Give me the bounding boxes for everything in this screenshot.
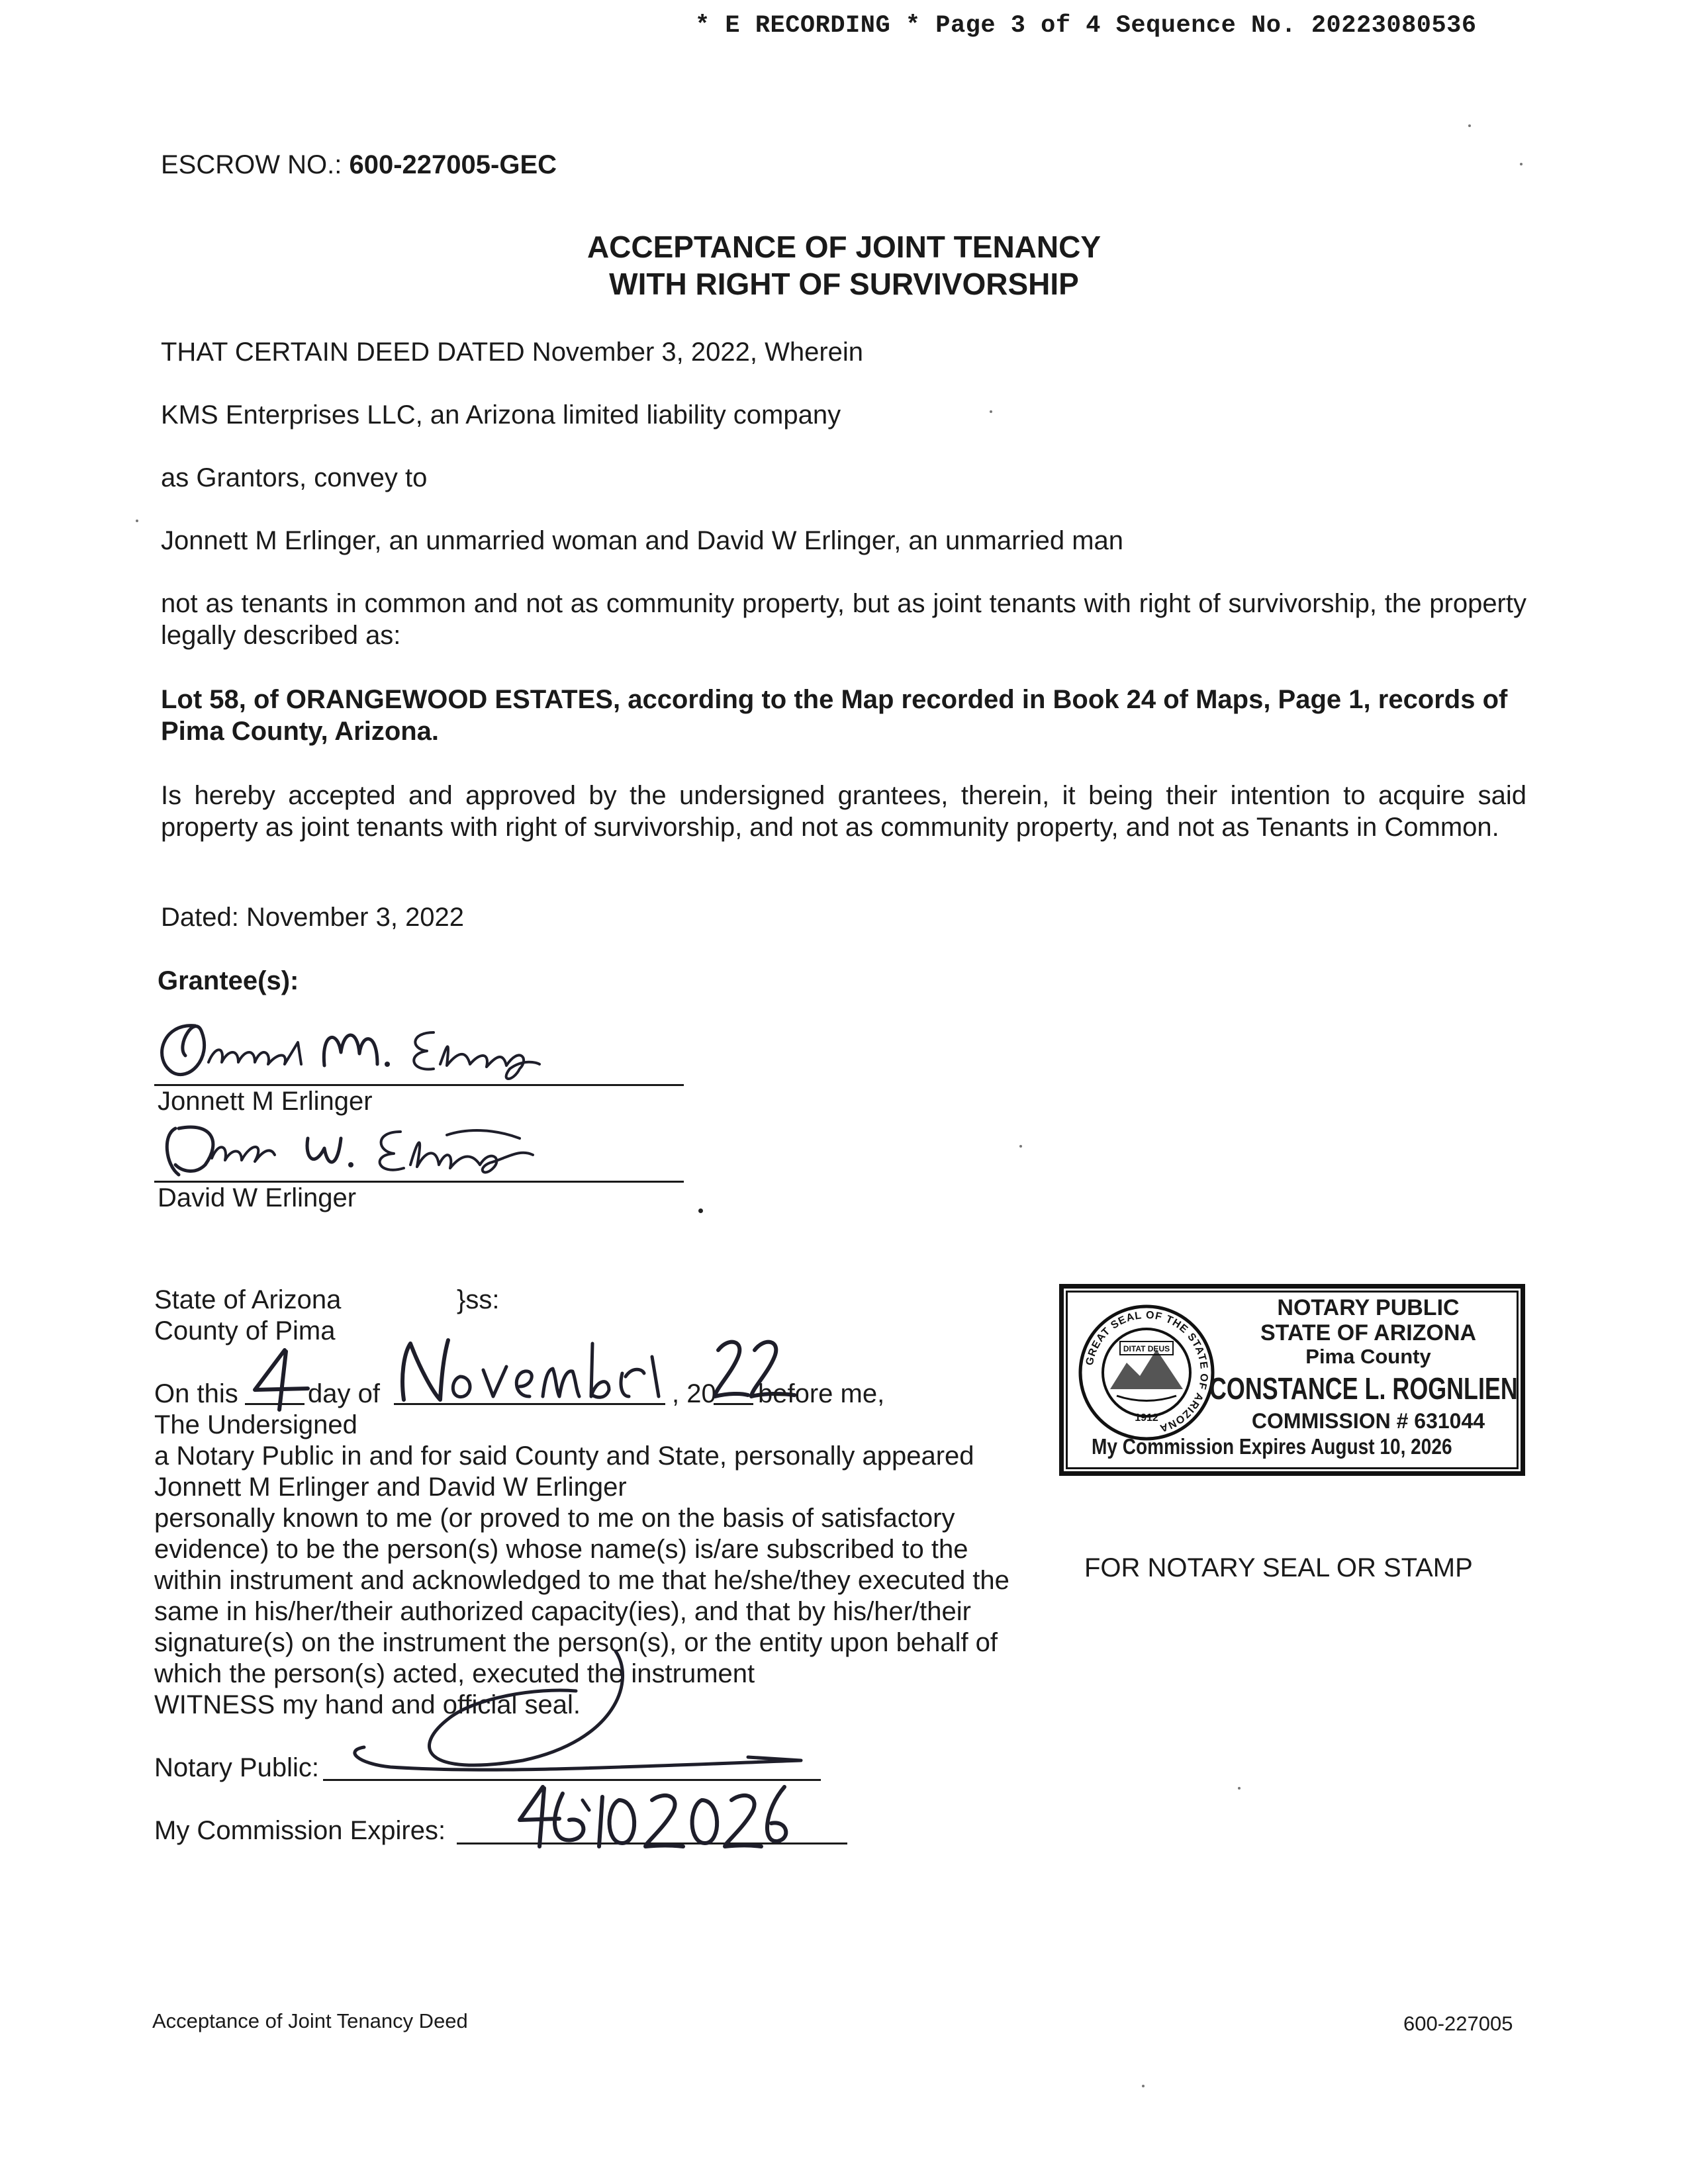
grantees-line: Jonnett M Erlinger, an unmarried woman and David W Erlinger, an unmarried man <box>161 526 1124 555</box>
seal-ring-text: GREAT SEAL OF THE STATE OF ARIZONA <box>1084 1309 1210 1434</box>
stamp-text <box>1226 1295 1511 1368</box>
scan-speck <box>1520 163 1523 165</box>
acceptance-paragraph: Is hereby accepted and approved by the undersigned grantees, therein, it being their intention to acquire said property as joint tenants with right of survivorship, and not as community property, and not as Tenants in Common. <box>161 781 1526 842</box>
notary-on-this: On this <box>154 1379 238 1408</box>
notary-signature <box>324 1641 827 1794</box>
escrow-label: ESCROW NO.: <box>161 150 342 179</box>
escrow-line <box>161 149 557 181</box>
notary-state: State of Arizona <box>154 1285 342 1314</box>
title-line-2: WITH RIGHT OF SURVIVORSHIP <box>609 267 1079 301</box>
notary-county: County of Pima <box>154 1316 336 1345</box>
notary-witness: WITNESS my hand and official seal. <box>154 1690 581 1719</box>
footer-right: 600-227005 <box>1403 2012 1513 2035</box>
arizona-seal-icon <box>1077 1303 1216 1442</box>
stamp-caption: FOR NOTARY SEAL OR STAMP <box>1084 1553 1473 1582</box>
scan-speck <box>1238 1787 1241 1790</box>
escrow-number: 600-227005-GEC <box>349 150 557 179</box>
notary-appeared: Jonnett M Erlinger and David W Erlinger <box>154 1473 627 1502</box>
document-title <box>0 228 1688 302</box>
scan-speck <box>1142 2085 1145 2087</box>
legal-description: Lot 58, of ORANGEWOOD ESTATES, according to the Map recorded in Book 24 of Maps, Page 1, records of Pima County, Arizona. <box>161 685 1508 746</box>
stamp-line-1: NOTARY PUBLIC <box>1277 1295 1460 1320</box>
scan-speck <box>1019 1145 1022 1148</box>
signer-1-name: Jonnett M Erlinger <box>158 1087 373 1116</box>
seal-motto: DITAT DEUS <box>1123 1344 1170 1353</box>
scan-speck <box>1468 124 1471 127</box>
footer-left: Acceptance of Joint Tenancy Deed <box>152 2009 468 2032</box>
as-grantors-line: as Grantors, convey to <box>161 463 428 492</box>
notary-line-c: evidence) to be the person(s) whose name(s) is/are subscribed to the <box>154 1535 968 1564</box>
notary-public-label: Notary Public: <box>154 1753 319 1782</box>
notary-line-d: within instrument and acknowledged to me that he/she/they executed the <box>154 1566 1009 1595</box>
notary-year-prefix: , 20 <box>672 1379 716 1408</box>
commission-expires-label: My Commission Expires: <box>154 1816 446 1845</box>
notary-line-e: same in his/her/their authorized capacity(ies), and that by his/her/their <box>154 1597 971 1626</box>
signature-jonnett <box>149 1006 612 1092</box>
stamp-expires: My Commission Expires August 10, 2026 <box>1092 1434 1452 1459</box>
signature-david <box>149 1102 612 1188</box>
notary-day-of: day of <box>308 1379 380 1408</box>
grantees-heading: Grantee(s): <box>158 966 299 995</box>
recording-header: * E RECORDING * Page 3 of 4 Sequence No. 20223080536 <box>695 12 1477 40</box>
notary-line-a: a Notary Public in and for said County and State, personally appeared <box>154 1441 974 1471</box>
title-line-1: ACCEPTANCE OF JOINT TENANCY <box>586 230 1102 264</box>
notary-undersigned: The Undersigned <box>154 1410 357 1439</box>
notary-line-f: signature(s) on the instrument the person(s), or the entity upon behalf of <box>154 1628 998 1657</box>
scan-speck <box>136 520 138 522</box>
handwritten-commission-date <box>510 1780 788 1853</box>
deed-line: THAT CERTAIN DEED DATED November 3, 2022, Wherein <box>161 338 864 367</box>
handwritten-month <box>394 1330 672 1410</box>
dated-line: Dated: November 3, 2022 <box>161 903 465 932</box>
notary-before-me: before me, <box>758 1379 885 1408</box>
notary-line-b: personally known to me (or proved to me on the basis of satisfactory <box>154 1504 955 1533</box>
stamp-commission: COMMISSION # 631044 <box>1251 1409 1485 1433</box>
grantor-line: KMS Enterprises LLC, an Arizona limited liability company <box>161 400 841 430</box>
seal-year: 1912 <box>1135 1412 1158 1424</box>
stamp-line-3: Pima County <box>1305 1345 1431 1368</box>
notary-line-g: which the person(s) acted, executed the instrument <box>154 1659 755 1688</box>
notary-ss: }ss: <box>457 1285 500 1314</box>
handwritten-day <box>245 1343 318 1416</box>
scan-speck <box>990 410 992 413</box>
stamp-line-2: STATE OF ARIZONA <box>1260 1320 1477 1345</box>
tenancy-paragraph: not as tenants in common and not as community property, but as joint tenants with right of survivorship, the property legally described as: <box>161 589 1526 650</box>
dot-mark <box>698 1208 703 1213</box>
stamp-notary-name: CONSTANCE L. ROGNLIEN <box>1209 1371 1518 1406</box>
notary-stamp <box>1059 1284 1525 1476</box>
signer-2-name: David W Erlinger <box>158 1183 357 1212</box>
